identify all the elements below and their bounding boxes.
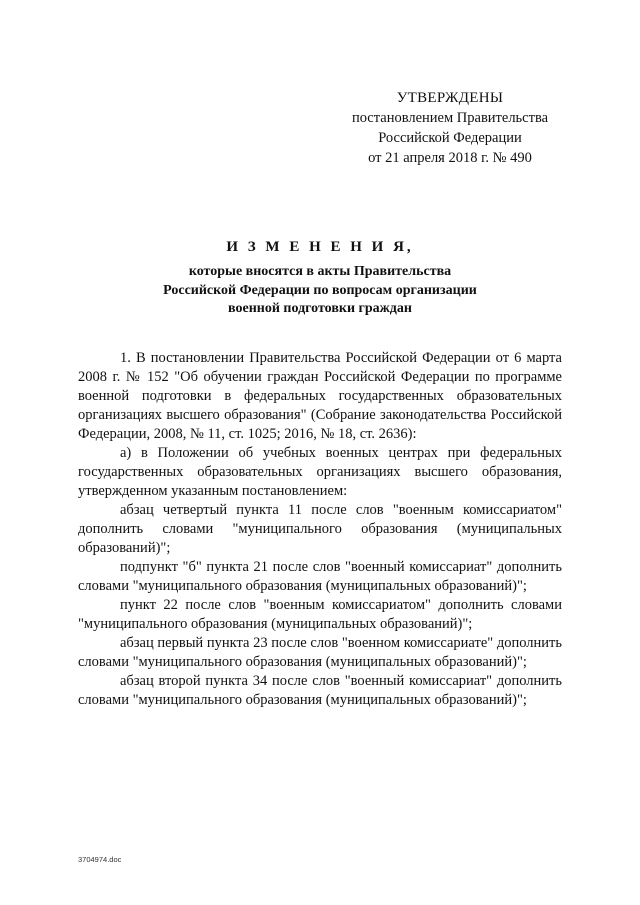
document-title: И З М Е Н Е Н И Я,	[226, 239, 414, 255]
paragraph: абзац четвертый пункта 11 после слов "военным комиссариатом" дополнить словами "муниципального образования (муниципальных образований)";	[78, 502, 562, 556]
subtitle-line: военной подготовки граждан	[228, 301, 412, 316]
subtitle-line: Российской Федерации по вопросам организации	[163, 282, 477, 298]
document-subtitle	[78, 263, 562, 319]
paragraph: абзац первый пункта 23 после слов "военном комиссариате" дополнить словами "муниципального образования (муниципальных образований)";	[78, 635, 562, 670]
subtitle-line: которые вносятся в акты Правительства	[188, 264, 452, 279]
file-code: 3704974.doc	[78, 855, 122, 864]
approval-date-number: от 21 апреля 2018 г. № 490	[368, 150, 532, 166]
approval-heading: УТВЕРЖДЕНЫ	[396, 90, 504, 106]
approval-line: Российской Федерации	[378, 130, 522, 146]
paragraph: 1. В постановлении Правительства Российской Федерации от 6 марта 2008 г. № 152 "Об обучении граждан Российской Федерации по программе военной подготовки в федеральных государственных образовательных организациях высшего образования" (Собрание законодательства Российской Федерации, 2008, № 11, ст. 1025; 2016, № 18, ст. 2636):	[78, 350, 562, 442]
approval-block	[330, 88, 570, 168]
paragraph: а) в Положении об учебных военных центрах при федеральных государственных образовательных организациях высшего образования, утвержденном указанным постановлением:	[78, 445, 562, 499]
document-body	[78, 349, 562, 710]
paragraph: абзац второй пункта 34 после слов "военный комиссариат" дополнить словами "муниципального образования (муниципальных образований)";	[78, 673, 562, 708]
paragraph: подпункт "б" пункта 21 после слов "военный комиссариат" дополнить словами "муниципального образования (муниципальных образований)";	[78, 559, 562, 594]
approval-line: постановлением Правительства	[351, 110, 549, 126]
paragraph: пункт 22 после слов "военным комиссариатом" дополнить словами "муниципального образования (муниципальных образований)";	[78, 597, 562, 632]
